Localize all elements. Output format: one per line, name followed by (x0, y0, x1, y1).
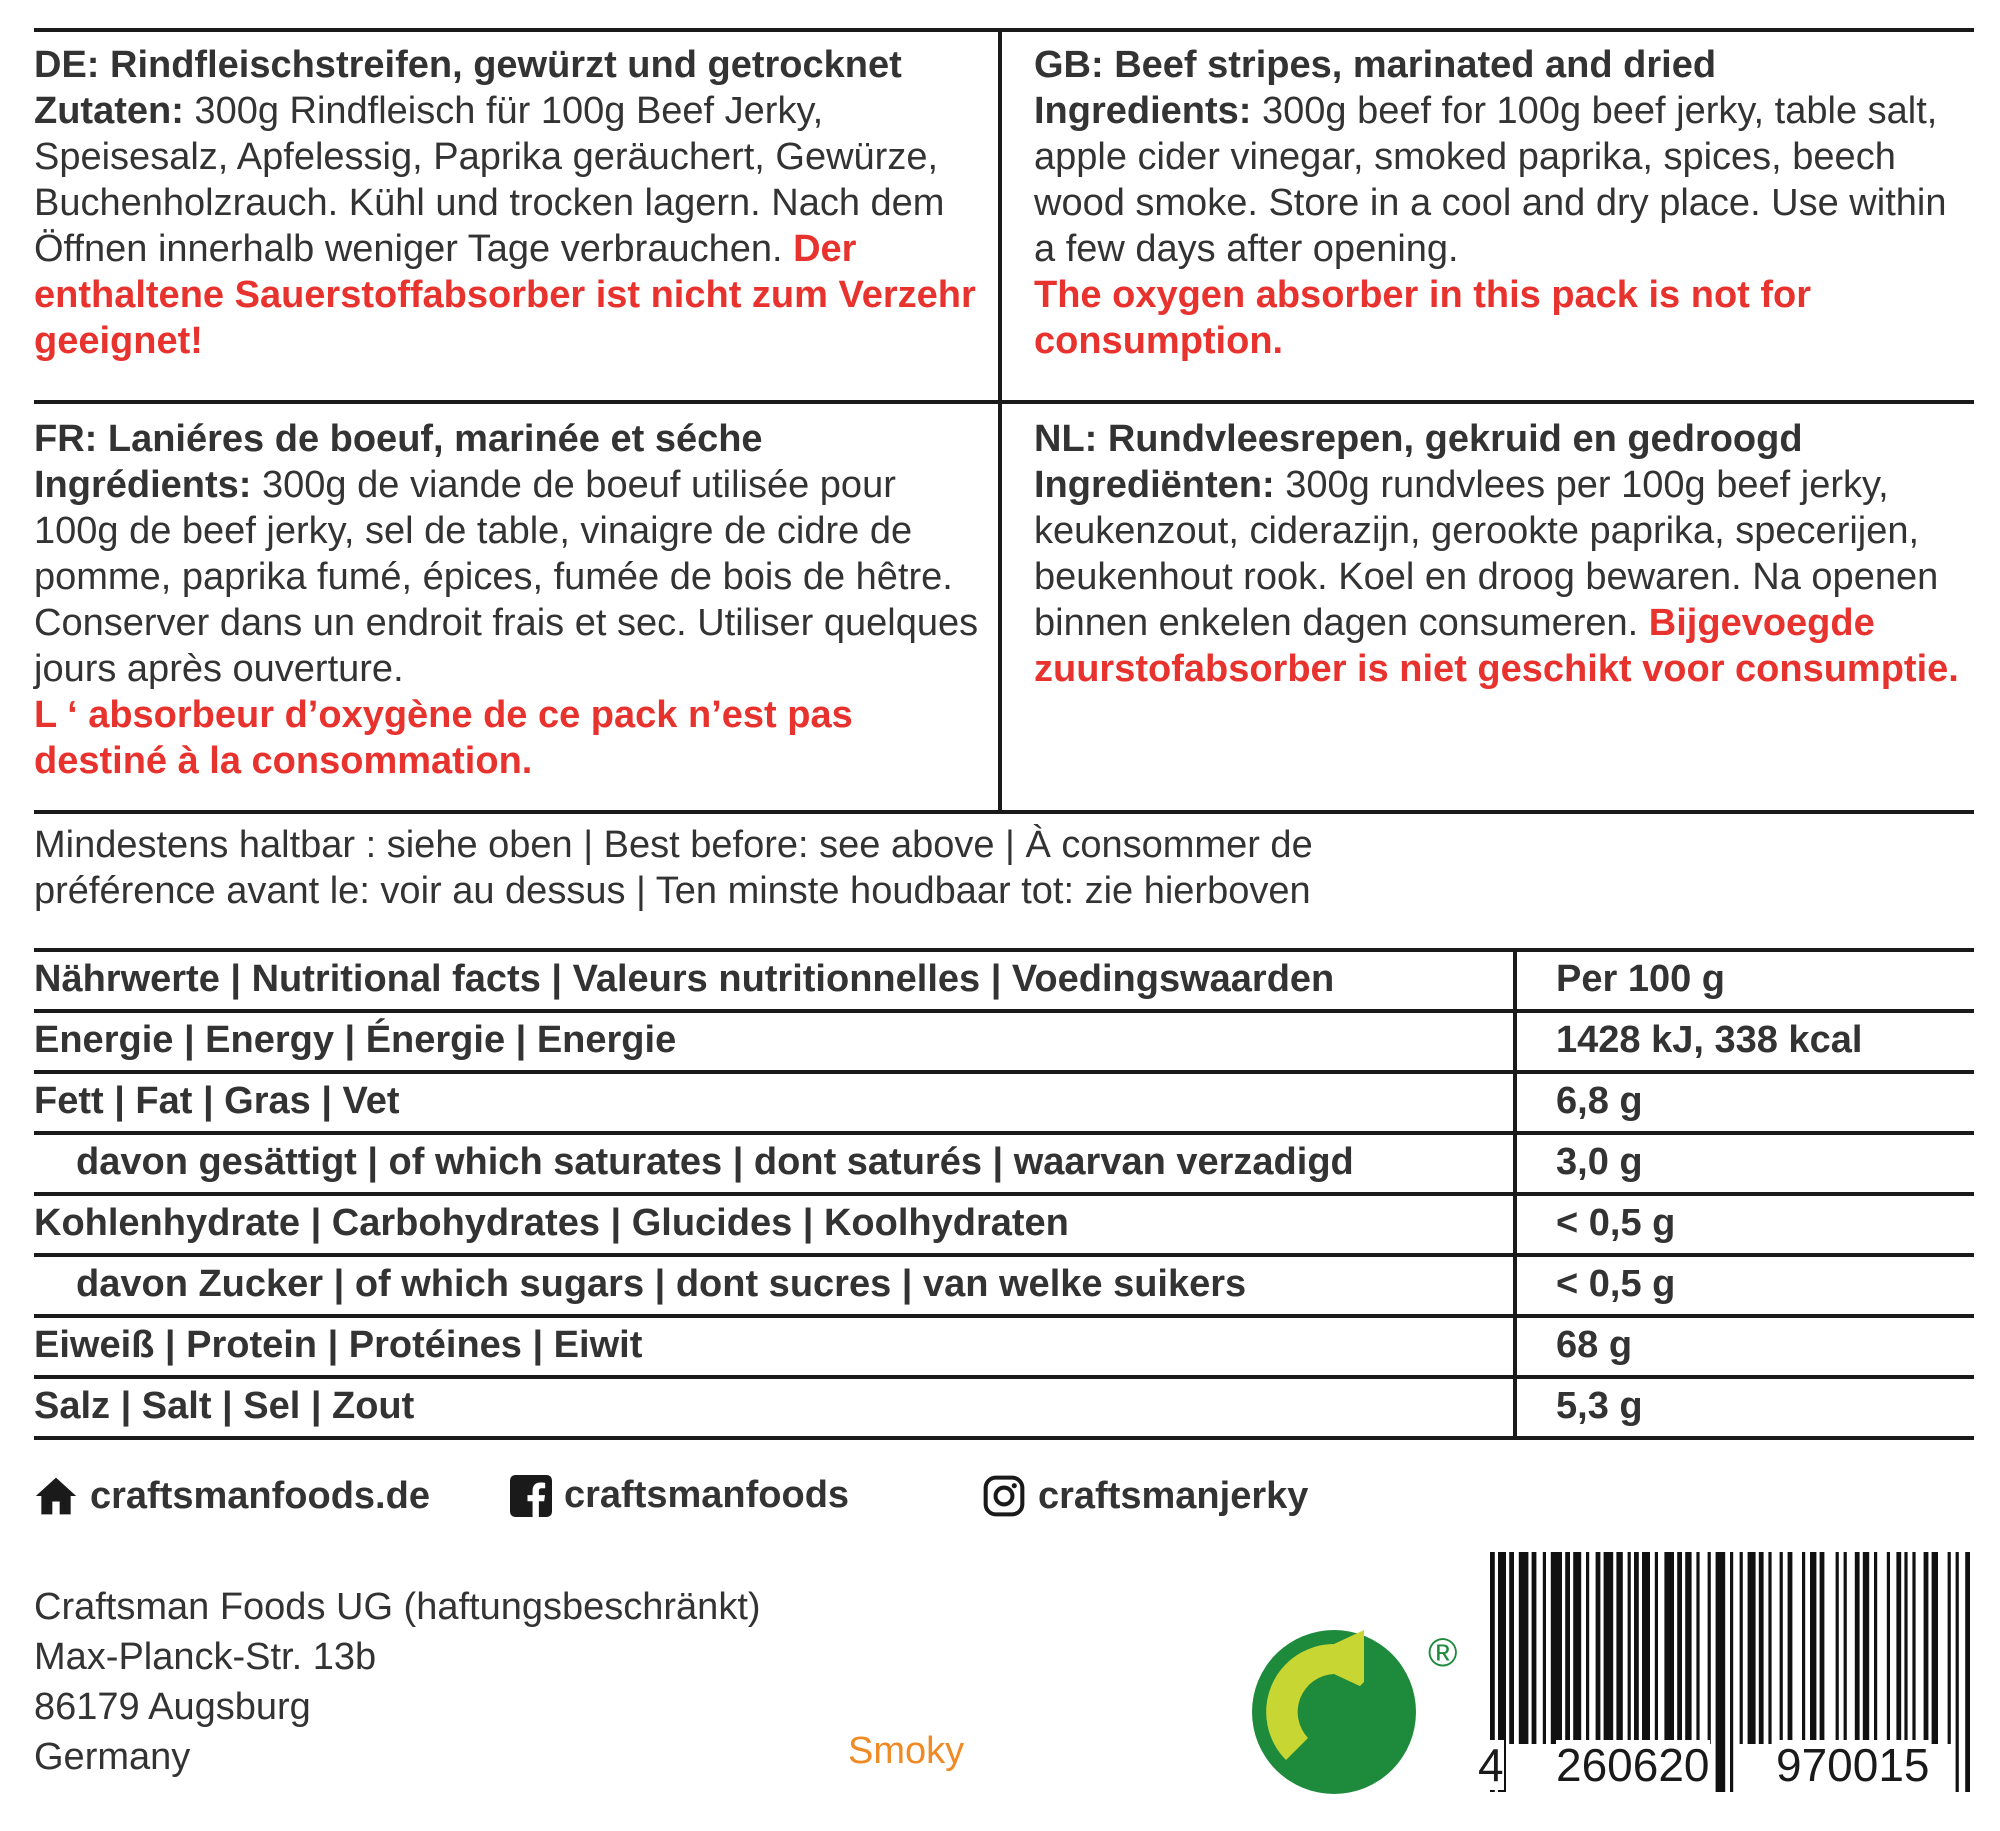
barcode-bar (1956, 1552, 1959, 1792)
de-heading: DE: Rindfleischstreifen, gewürzt und getrocknet (34, 44, 902, 86)
fr-text: 300g de viande de boeuf utilisée pour 100g de beef jerky, sel de table, vinaigre de cidre de pomme, paprika fumé, épices, fumée de bois de hêtre. Conserver dans un endroit frais et sec. Utiliser quelques jours après ouverture. (34, 464, 979, 690)
barcode-bar (1844, 1552, 1847, 1744)
barcode-bar (1912, 1552, 1915, 1744)
barcode-bar (1573, 1552, 1581, 1744)
barcode-bar (1716, 1552, 1726, 1792)
barcode-bar (1802, 1552, 1805, 1744)
barcode-bar (1677, 1552, 1682, 1744)
de-body (34, 88, 984, 364)
barcode-bar (1965, 1552, 1970, 1792)
saturates-value: 3,0 g (1556, 1141, 1643, 1183)
table-row (34, 1257, 1974, 1318)
barcode-bar (1810, 1552, 1816, 1744)
barcode-bar (1820, 1552, 1825, 1744)
de-label: Zutaten: (34, 90, 184, 132)
barcode-bar (1642, 1552, 1650, 1744)
table-row (34, 1074, 1974, 1135)
best-before-line-1: Mindestens haltbar : siehe oben | Best before: see above | À consommer de (34, 824, 1313, 866)
gb-warning: The oxygen absorber in this pack is not for consumption. (1034, 274, 1812, 362)
barcode-bar (1696, 1552, 1699, 1744)
quadrant-fr (34, 416, 984, 784)
salt-label: Salz | Salt | Sel | Zout (34, 1385, 415, 1427)
nutrition-table (34, 952, 1974, 1440)
barcode-bar (1855, 1552, 1860, 1744)
sugars-value: < 0,5 g (1556, 1263, 1676, 1305)
best-before-line-2: préférence avant le: voir au dessus | Ten minste houdbaar tot: zie hierboven (34, 870, 1311, 912)
nl-text: 300g rundvlees per 100g beef jerky, keukenzout, ciderazijn, gerookte paprika, specerijen, beukenhout rook. Koel en droog bewaren. Na openen binnen enkelen dagen consumeren. (1034, 464, 1939, 644)
nl-body (1034, 462, 1974, 692)
carbohydrates-value: < 0,5 g (1556, 1202, 1676, 1244)
barcode-bar (1634, 1552, 1639, 1744)
instagram-icon (982, 1474, 1026, 1518)
table-row (34, 1318, 1974, 1379)
company-address (34, 1582, 761, 1782)
barcode-bar (1932, 1552, 1938, 1744)
barcode-bar (1887, 1552, 1890, 1744)
barcode-bar (1519, 1552, 1529, 1744)
table-row (34, 1379, 1974, 1440)
facebook-text: craftsmanfoods (564, 1474, 850, 1516)
fr-warning: L ‘ absorbeur d’oxygène de ce pack n’est pas destiné à la consommation. (34, 694, 853, 782)
company-name: Craftsman Foods UG (haftungsbeschränkt) (34, 1586, 761, 1628)
barcode-bar (1874, 1552, 1877, 1744)
fat-value: 6,8 g (1556, 1080, 1643, 1122)
barcode-bar (1924, 1552, 1929, 1744)
country: Germany (34, 1736, 191, 1778)
barcode-bar (1904, 1552, 1907, 1744)
saturates-label: davon gesättigt | of which saturates | dont saturés | waarvan verzadigd (76, 1141, 1354, 1183)
carbohydrates-label: Kohlenhydrate | Carbohydrates | Glucides | Koolhydraten (34, 1202, 1069, 1244)
nl-warning: Bijgevoegde zuurstofabsorber is niet geschikt voor consumptie. (1034, 602, 1959, 690)
quadrant-de (34, 42, 984, 364)
table-row (34, 1135, 1974, 1196)
gb-label: Ingredients: (1034, 90, 1252, 132)
quadrant-nl (1034, 416, 1974, 692)
table-row (34, 1013, 1974, 1074)
barcode-left-group: 260620 (1556, 1739, 1710, 1791)
barcode-bar (1836, 1552, 1839, 1744)
website-link[interactable] (34, 1474, 430, 1518)
barcode-bar (1768, 1552, 1771, 1744)
protein-value: 68 g (1556, 1324, 1633, 1366)
energy-label: Energie | Energy | Énergie | Energie (34, 1019, 677, 1061)
barcode-bar (1543, 1552, 1546, 1744)
facebook-icon (510, 1475, 552, 1517)
instagram-text: craftsmanjerky (1038, 1474, 1309, 1517)
salt-value: 5,3 g (1556, 1385, 1643, 1427)
green-dot-icon (1246, 1614, 1466, 1804)
sugars-label: davon Zucker | of which sugars | dont sucres | van welke suikers (76, 1263, 1247, 1305)
barcode-bar (1730, 1552, 1733, 1792)
barcode-bar (1780, 1552, 1783, 1744)
flavor-variant: Smoky (848, 1730, 965, 1772)
barcode-bar (1664, 1552, 1674, 1744)
gb-text: 300g beef for 100g beef jerky, table salt, apple cider vinegar, smoked paprika, spices, beech wood smoke. Store in a cool and dry place. Use within a few days after opening. (1034, 90, 1947, 270)
gb-heading: GB: Beef stripes, marinated and dried (1034, 44, 1717, 86)
de-text: 300g Rindfleisch für 100g Beef Jerky, Speisesalz, Apfelessig, Paprika geräuchert, Gewürze, Buchenholzrauch. Kühl und trocken lagern. Nach dem Öffnen innerhalb weniger Tage verbrauchen. (34, 90, 945, 270)
lower-rule (34, 810, 1974, 814)
barcode-bar (1509, 1552, 1514, 1744)
barcode-bar (1708, 1552, 1711, 1744)
barcode-bar (1596, 1552, 1601, 1744)
barcode-bar (1748, 1552, 1756, 1744)
website-text: craftsmanfoods.de (90, 1474, 430, 1517)
barcode-bar (1565, 1552, 1570, 1744)
fr-heading: FR: Laniéres de boeuf, marinée et séche (34, 418, 763, 460)
table-row (34, 952, 1974, 1013)
quadrant-gb (1034, 42, 1974, 364)
barcode-bar (1586, 1552, 1589, 1744)
barcode-bar (1896, 1552, 1901, 1744)
barcode-first-digit: 4 (1478, 1739, 1504, 1791)
fat-label: Fett | Fat | Gras | Vet (34, 1080, 400, 1122)
protein-label: Eiweiß | Protein | Protéines | Eiwit (34, 1324, 643, 1366)
home-icon (34, 1474, 78, 1518)
top-rule (34, 28, 1974, 32)
barcode-bar (1948, 1552, 1951, 1744)
barcode-right-group: 970015 (1776, 1739, 1930, 1791)
nutrition-header-label: Nährwerte | Nutritional facts | Valeurs nutritionnelles | Voedingswaarden (34, 958, 1335, 1000)
barcode-bar (1604, 1552, 1614, 1744)
middle-rule (34, 400, 1974, 404)
barcode-bar (1685, 1552, 1691, 1744)
table-row (34, 1196, 1974, 1257)
barcode-bar (1863, 1552, 1869, 1744)
gb-body (1034, 88, 1974, 272)
barcode-bar (1532, 1552, 1537, 1744)
registered-mark: ® (1428, 1631, 1458, 1675)
instagram-link[interactable] (982, 1474, 1308, 1518)
facebook-link[interactable] (510, 1474, 849, 1517)
barcode-bar (1788, 1552, 1793, 1744)
de-warning: Der enthaltene Sauerstoffabsorber ist nicht zum Verzehr geeignet! (34, 228, 976, 362)
nl-label: Ingrediënten: (1034, 464, 1275, 506)
barcode-bar (1655, 1552, 1658, 1744)
barcode-bar (1759, 1552, 1764, 1744)
nl-heading: NL: Rundvleesrepen, gekruid en gedroogd (1034, 418, 1803, 460)
energy-value: 1428 kJ, 338 kcal (1556, 1019, 1863, 1061)
barcode-bar (1616, 1552, 1622, 1744)
column-divider (998, 30, 1002, 812)
barcode-bar (1551, 1552, 1562, 1744)
fr-label: Ingrédients: (34, 464, 252, 506)
best-before (34, 822, 1534, 914)
city: 86179 Augsburg (34, 1686, 311, 1728)
fr-body (34, 462, 984, 692)
barcode-bar (1628, 1552, 1631, 1744)
barcode-bar (1740, 1552, 1743, 1744)
nutrition-header-value: Per 100 g (1556, 958, 1725, 1000)
street: Max-Planck-Str. 13b (34, 1636, 377, 1678)
